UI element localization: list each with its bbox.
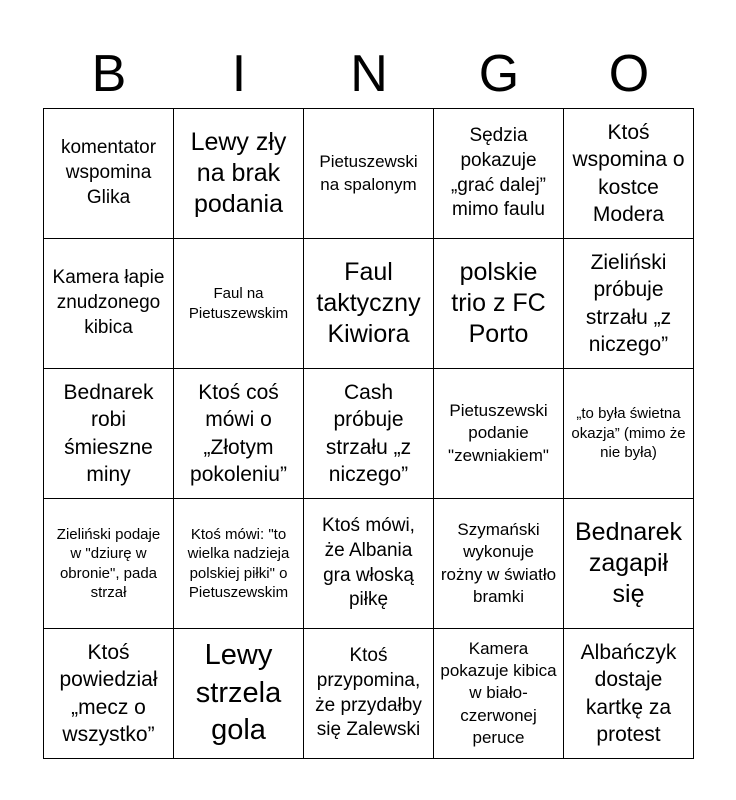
bingo-cell-2-4[interactable] (434, 239, 564, 369)
cell-text: Faul na Pietuszewskim (188, 285, 289, 322)
cell-text: Pietuszewski podanie "zewniakiem" (448, 401, 549, 465)
cell-text: „to była świetna okazja” (mimo że nie była) (571, 405, 686, 462)
bingo-cell-5-1[interactable] (44, 629, 174, 759)
bingo-cell-3-1[interactable] (44, 369, 174, 499)
cell-text: Kamera pokazuje kibica w biało-czerwonej peruce (440, 639, 557, 747)
bingo-cell-3-5[interactable] (564, 369, 694, 499)
cell-text: Ktoś wspomina o kostce Modera (572, 120, 685, 226)
bingo-cell-1-5[interactable] (564, 109, 694, 239)
header-letter-n: N (350, 45, 388, 103)
bingo-cell-5-5[interactable] (564, 629, 694, 759)
cell-text: Ktoś mówi: "to wielka nadzieja polskiej piłki" o Pietuszewskim (187, 525, 290, 601)
cell-text: Sędzia pokazuje „grać dalej” mimo faulu (450, 125, 547, 221)
bingo-cell-1-4[interactable] (434, 109, 564, 239)
cell-text: Pietuszewski na spalonym (319, 152, 418, 194)
header-letter-g: G (478, 45, 520, 103)
bingo-cell-5-3[interactable] (304, 629, 434, 759)
bingo-board (43, 108, 694, 759)
cell-text: Ktoś mówi, że Albania gra włoską piłkę (322, 515, 415, 611)
bingo-cell-2-3[interactable] (304, 239, 434, 369)
bingo-cell-2-2[interactable] (174, 239, 304, 369)
bingo-cell-5-2[interactable] (174, 629, 304, 759)
cell-text: Lewy strzela gola (195, 638, 282, 747)
bingo-cell-4-3[interactable] (304, 499, 434, 629)
bingo-cell-1-2[interactable] (174, 109, 304, 239)
cell-text: Faul taktyczny Kiwiora (316, 257, 421, 349)
cell-text: Kamera łapie znudzonego kibica (52, 267, 165, 338)
header-letter-o: O (608, 45, 650, 103)
bingo-cell-3-4[interactable] (434, 369, 564, 499)
header-letter-i: I (231, 45, 247, 103)
cell-text: komentator wspomina Glika (60, 137, 157, 208)
bingo-header (44, 40, 694, 108)
bingo-cell-3-2[interactable] (174, 369, 304, 499)
bingo-cell-2-5[interactable] (564, 239, 694, 369)
bingo-cell-4-2[interactable] (174, 499, 304, 629)
bingo-cell-1-1[interactable] (44, 109, 174, 239)
cell-text: Bednarek robi śmieszne miny (63, 380, 154, 486)
cell-text: Albańczyk dostaje kartkę za protest (580, 640, 677, 746)
bingo-cell-4-1[interactable] (44, 499, 174, 629)
cell-text: Zieliński podaje w "dziurę w obronie", pada strzał (56, 525, 161, 601)
bingo-cell-3-3[interactable] (304, 369, 434, 499)
bingo-cell-1-3[interactable] (304, 109, 434, 239)
cell-text: Bednarek zagapił się (574, 517, 683, 609)
bingo-cell-4-5[interactable] (564, 499, 694, 629)
cell-text: Lewy zły na brak podania (190, 127, 287, 219)
cell-text: polskie trio z FC Porto (451, 257, 546, 349)
cell-text: Ktoś powiedział „mecz o wszystko” (59, 640, 158, 746)
bingo-cell-4-4[interactable] (434, 499, 564, 629)
cell-text: Ktoś przypomina, że przydałby się Zalewski (315, 645, 422, 741)
bingo-cell-2-1[interactable] (44, 239, 174, 369)
cell-text: Ktoś coś mówi o „Złotym pokoleniu” (190, 380, 287, 486)
cell-text: Cash próbuje strzału „z niczego” (325, 380, 412, 486)
header-letter-b: B (91, 45, 127, 103)
bingo-cell-5-4[interactable] (434, 629, 564, 759)
cell-text: Szymański wykonuje rożny w światło bramki (440, 520, 557, 606)
cell-text: Zieliński próbuje strzału „z niczego” (585, 250, 672, 356)
